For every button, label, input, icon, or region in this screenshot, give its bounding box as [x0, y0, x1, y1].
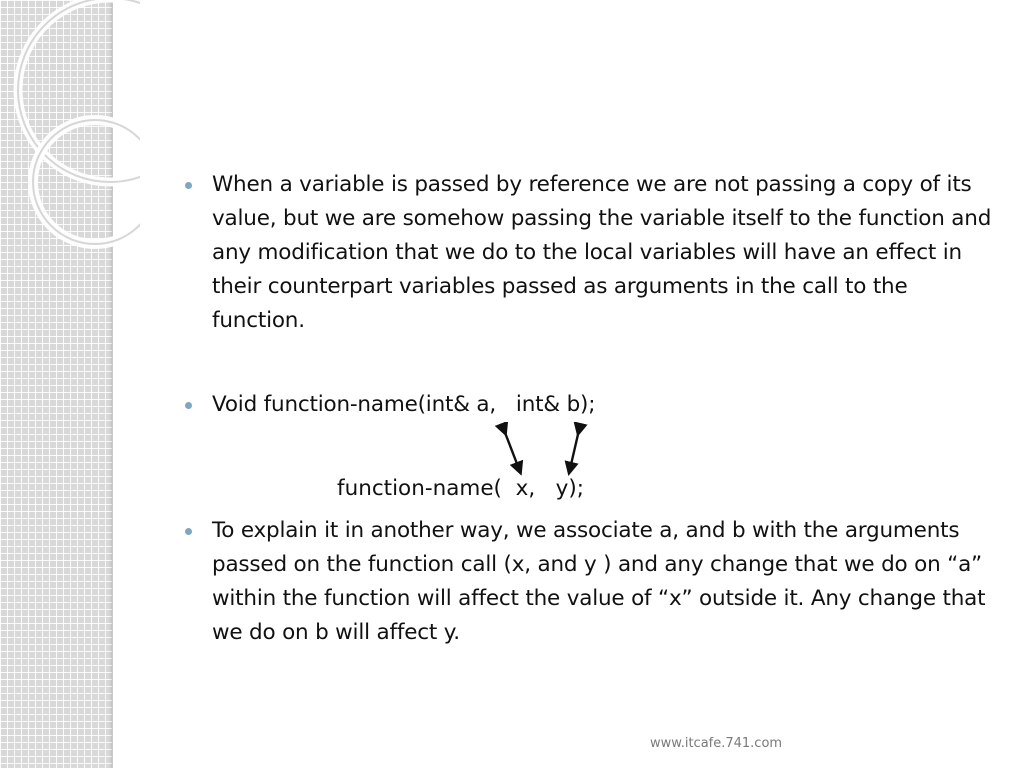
function-call-example — [182, 422, 992, 514]
bullet-text: To explain it in another way, we associate a, and b with the arguments passed on the function call (x, and y ) and any change that we do on “a” within the function will affect the value of “x” outside it. Any change that we do on b will affect y. — [212, 518, 986, 645]
function-call-line: function-name( x, y); — [337, 476, 585, 501]
bullet-item — [182, 168, 992, 338]
bullet-item — [182, 514, 992, 650]
bullet-text: Void function-name(int& a, int& b); — [212, 392, 596, 417]
slide-content — [182, 168, 992, 650]
bullet-dot-icon — [185, 528, 192, 535]
bullet-text: When a variable is passed by reference we are not passing a copy of its value, but we are somehow passing the variable itself to the function and any modification that we do to the local variables will have an effect in their counterpart variables passed as arguments in the call to the function. — [212, 172, 992, 333]
bullet-item — [182, 388, 992, 422]
bullet-dot-icon — [185, 402, 192, 409]
bullet-dot-icon — [185, 182, 192, 189]
decorative-rings — [0, 0, 140, 280]
footer-url: www.itcafe.741.com — [650, 736, 783, 751]
